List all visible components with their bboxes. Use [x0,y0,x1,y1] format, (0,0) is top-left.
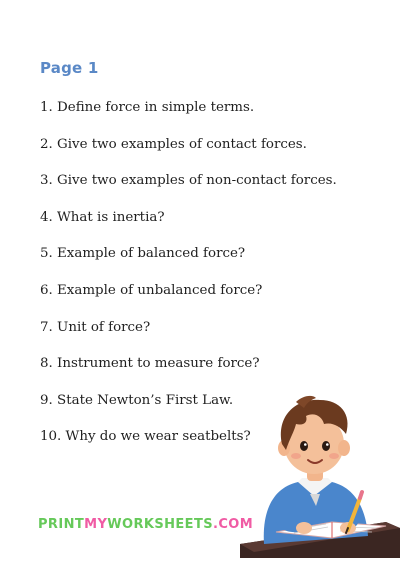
question-item: 2. Give two examples of contact forces. [40,136,307,152]
question-item: 7. Unit of force? [40,319,151,335]
question-item: 10. Why do we wear seatbelts? [40,429,251,445]
page-title: Page 1 [40,59,99,77]
brand-logo [38,517,253,532]
brand-logo-part: PRINT [38,517,85,532]
brand-logo-part: WORKSHEETS [107,517,213,532]
brand-logo-part: MY [84,517,108,532]
question-item: 8. Instrument to measure force? [40,356,260,372]
boy-writing-illustration [236,394,400,558]
question-item: 5. Example of balanced force? [40,246,246,262]
brand-logo-part: .COM [213,517,254,532]
question-item: 1. Define force in simple terms. [40,100,255,115]
question-item: 3. Give two examples of non-contact forces. [40,173,337,189]
question-item: 6. Example of unbalanced force? [40,282,263,298]
question-item: 4. What is inertia? [40,209,165,225]
question-item: 9. State Newton’s First Law. [40,392,234,408]
